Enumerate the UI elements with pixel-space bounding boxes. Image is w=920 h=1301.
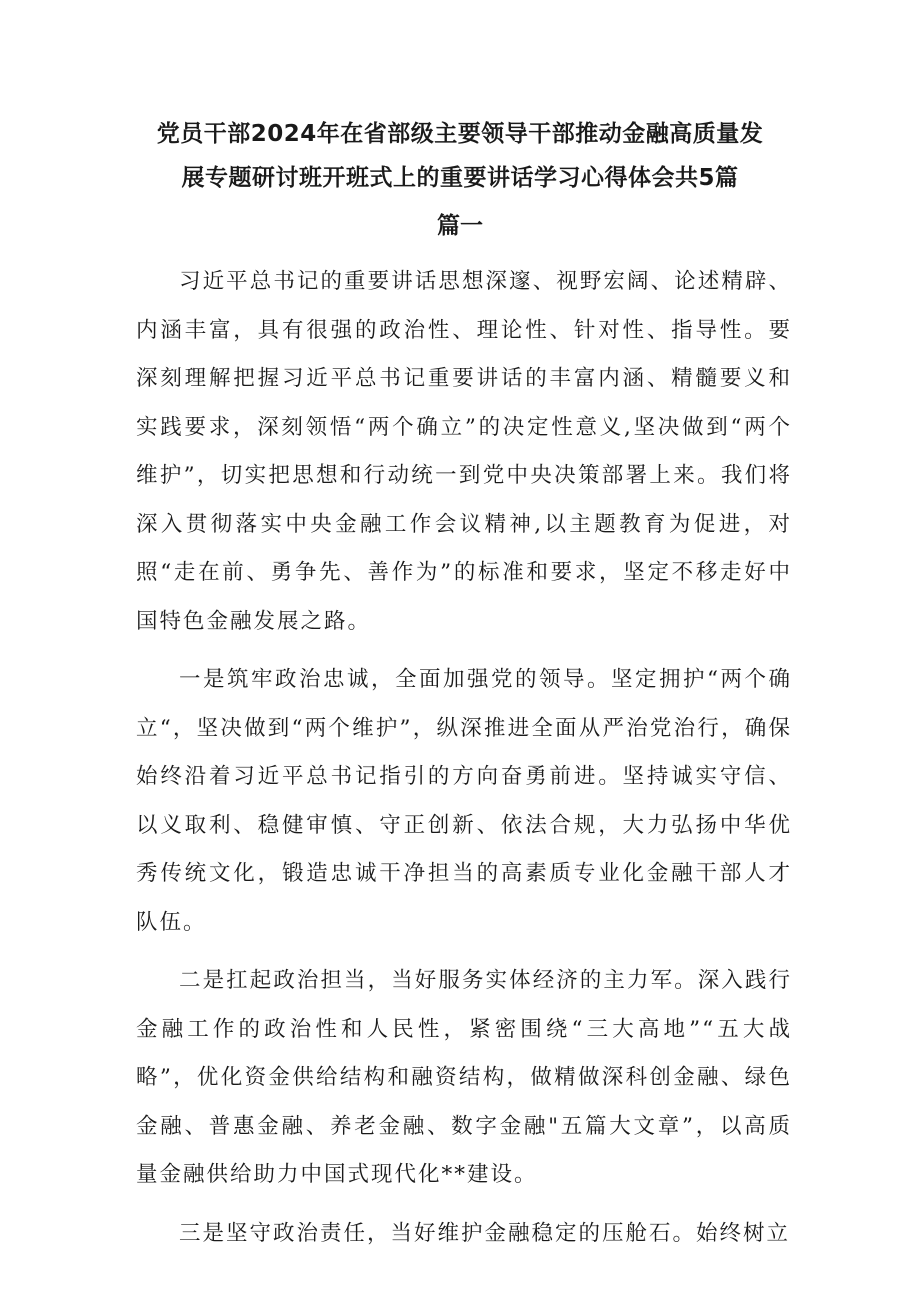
document-title-line-2: 展专题研讨班开班式上的重要讲话学习心得体会共5篇 (181, 165, 739, 191)
paragraph-point-1: 一是筑牢政治忠诚，全面加强党的领导。坚定拥护“两个确立“，坚决做到“两个维护”，纵深推进全面从严治党治行，确保始终沿着习近平总书记指引的方向奋勇前进。坚持诚实守信、以义取利、稳健审慎、守正创新、依法合规，大力弘扬中华优秀传统文化，锻造忠诚干净担当的高素质专业化金融干部人才队伍。 (136, 667, 792, 935)
paragraph-intro: 习近平总书记的重要讲话思想深邃、视野宏阔、论述精辟、内涵丰富，具有很强的政治性、理论性、针对性、指导性。要深刻理解把握习近平总书记重要讲话的丰富内涵、精髓要义和实践要求，深刻领悟“两个确立”的决定性意义,坚决做到“两个维护”，切实把思想和行动统一到党中央决策部署上来。我们将深入贯彻落实中央金融工作会议精神,以主题教育为促进，对照“走在前、勇争先、善作为”的标准和要求，坚定不移走好中国特色金融发展之路。 (136, 269, 792, 634)
paragraph-point-3: 三是坚守政治责任，当好维护金融稳定的压舱石。始终树立 (179, 1220, 791, 1246)
document-body (136, 258, 792, 1268)
paragraph-point-2: 二是扛起政治担当，当好服务实体经济的主力军。深入践行金融工作的政治性和人民性，紧密围绕“三大高地”“五大战略”，优化资金供给结构和融资结构，做精做深科创金融、绿色金融、普惠金融、养老金融、数字金融"五篇大文章”，以高质量金融供给助力中国式现代化**建设。 (136, 968, 792, 1187)
document-title-line-1: 党员干部2024年在省部级主要领导干部推动金融高质量发 (156, 121, 764, 147)
section-heading: 篇一 (437, 213, 483, 239)
